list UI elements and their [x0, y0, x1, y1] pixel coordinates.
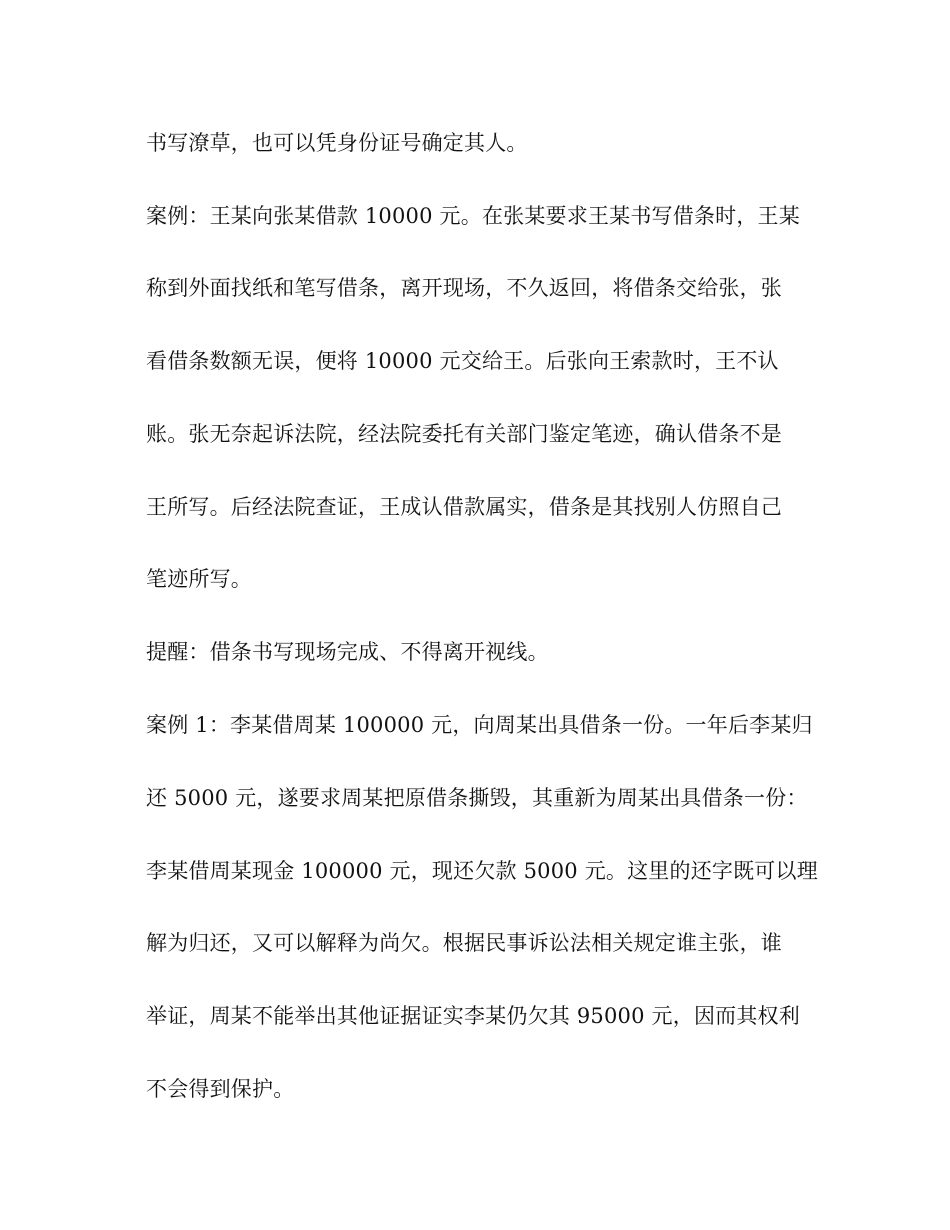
text-line: 书写潦草，也可以凭身份证号确定其人。 [146, 131, 528, 155]
text-line: 案例 1：李某借周某 100000 元，向周某出具借条一份。一年后李某归 [146, 713, 813, 737]
text-line: 李某借周某现金 100000 元，现还欠款 5000 元。这里的还字既可以理 [146, 859, 818, 883]
text-line: 看借条数额无误，便将 10000 元交给王。后张向王索款时，王不认 [146, 349, 779, 373]
text-line: 还 5000 元，遂要求周某把原借条撕毁，其重新为周某出具借条一份： [146, 786, 808, 810]
text-line: 王所写。后经法院查证，王成认借款属实，借条是其找别人仿照自己 [146, 495, 782, 519]
text-line: 提醒：借条书写现场完成、不得离开视线。 [146, 640, 549, 664]
text-line: 称到外面找纸和笔写借条，离开现场，不久返回，将借条交给张，张 [146, 276, 782, 300]
text-line: 账。张无奈起诉法院，经法院委托有关部门鉴定笔迹，确认借条不是 [146, 422, 782, 446]
text-line: 解为归还，又可以解释为尚欠。根据民事诉讼法相关规定谁主张，谁 [146, 931, 782, 955]
text-line: 案例：王某向张某借款 10000 元。在张某要求王某书写借条时，王某 [146, 204, 800, 228]
text-line: 举证，周某不能举出其他证据证实李某仍欠其 95000 元，因而其权利 [146, 1004, 800, 1028]
text-line: 不会得到保护。 [146, 1077, 295, 1101]
text-line: 笔迹所写。 [146, 567, 252, 591]
